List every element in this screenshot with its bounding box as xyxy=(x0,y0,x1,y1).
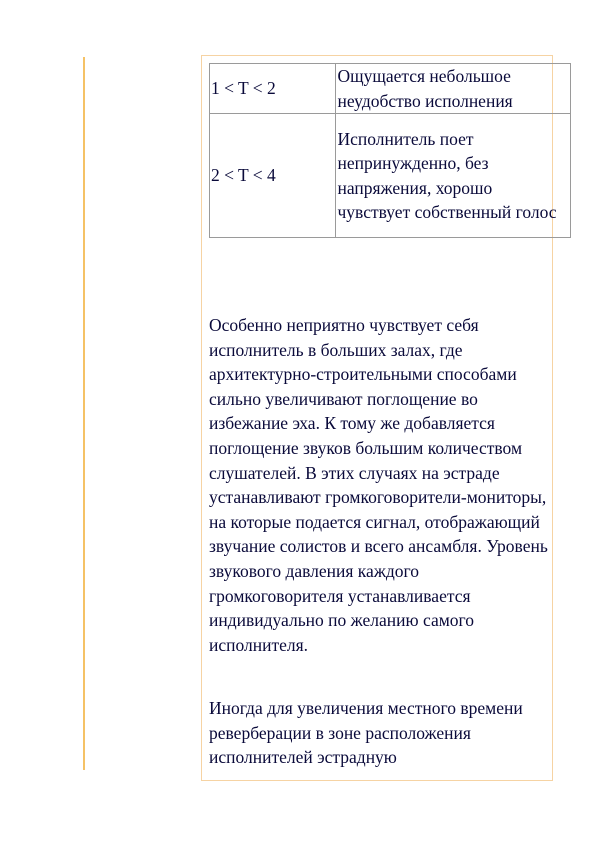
table-cell-range: 1 < T < 2 xyxy=(210,64,336,114)
reverberation-table xyxy=(209,63,571,238)
left-margin-rule xyxy=(83,57,85,770)
table-cell-range: 2 < T < 4 xyxy=(210,114,336,238)
table-cell-description: Ощущается небольшое неудобство исполнения xyxy=(336,64,571,114)
table-row xyxy=(210,64,571,114)
body-paragraph: Иногда для увеличения местного времени реверберации в зоне расположения исполнителей эстрадную xyxy=(209,698,523,768)
table-cell-description: Исполнитель поет непринужденно, без напряжения, хорошо чувствует собственный голос xyxy=(336,114,571,238)
table-row xyxy=(210,114,571,238)
body-paragraph: Особенно неприятно чувствует себя исполнитель в больших залах, где архитектурно-строительными способами сильно увеличивают поглощение во избежание эха. К тому же добавляется поглощение звуков большим количеством слушателей. В этих случаях на эстраде устанавливают громкоговорители-мониторы, на которые подается сигнал, отображающий звучание солистов и всего ансамбля. Уровень звукового давления каждого громкоговорителя устанавливается индивидуально по желанию самого исполнителя. xyxy=(209,315,548,655)
